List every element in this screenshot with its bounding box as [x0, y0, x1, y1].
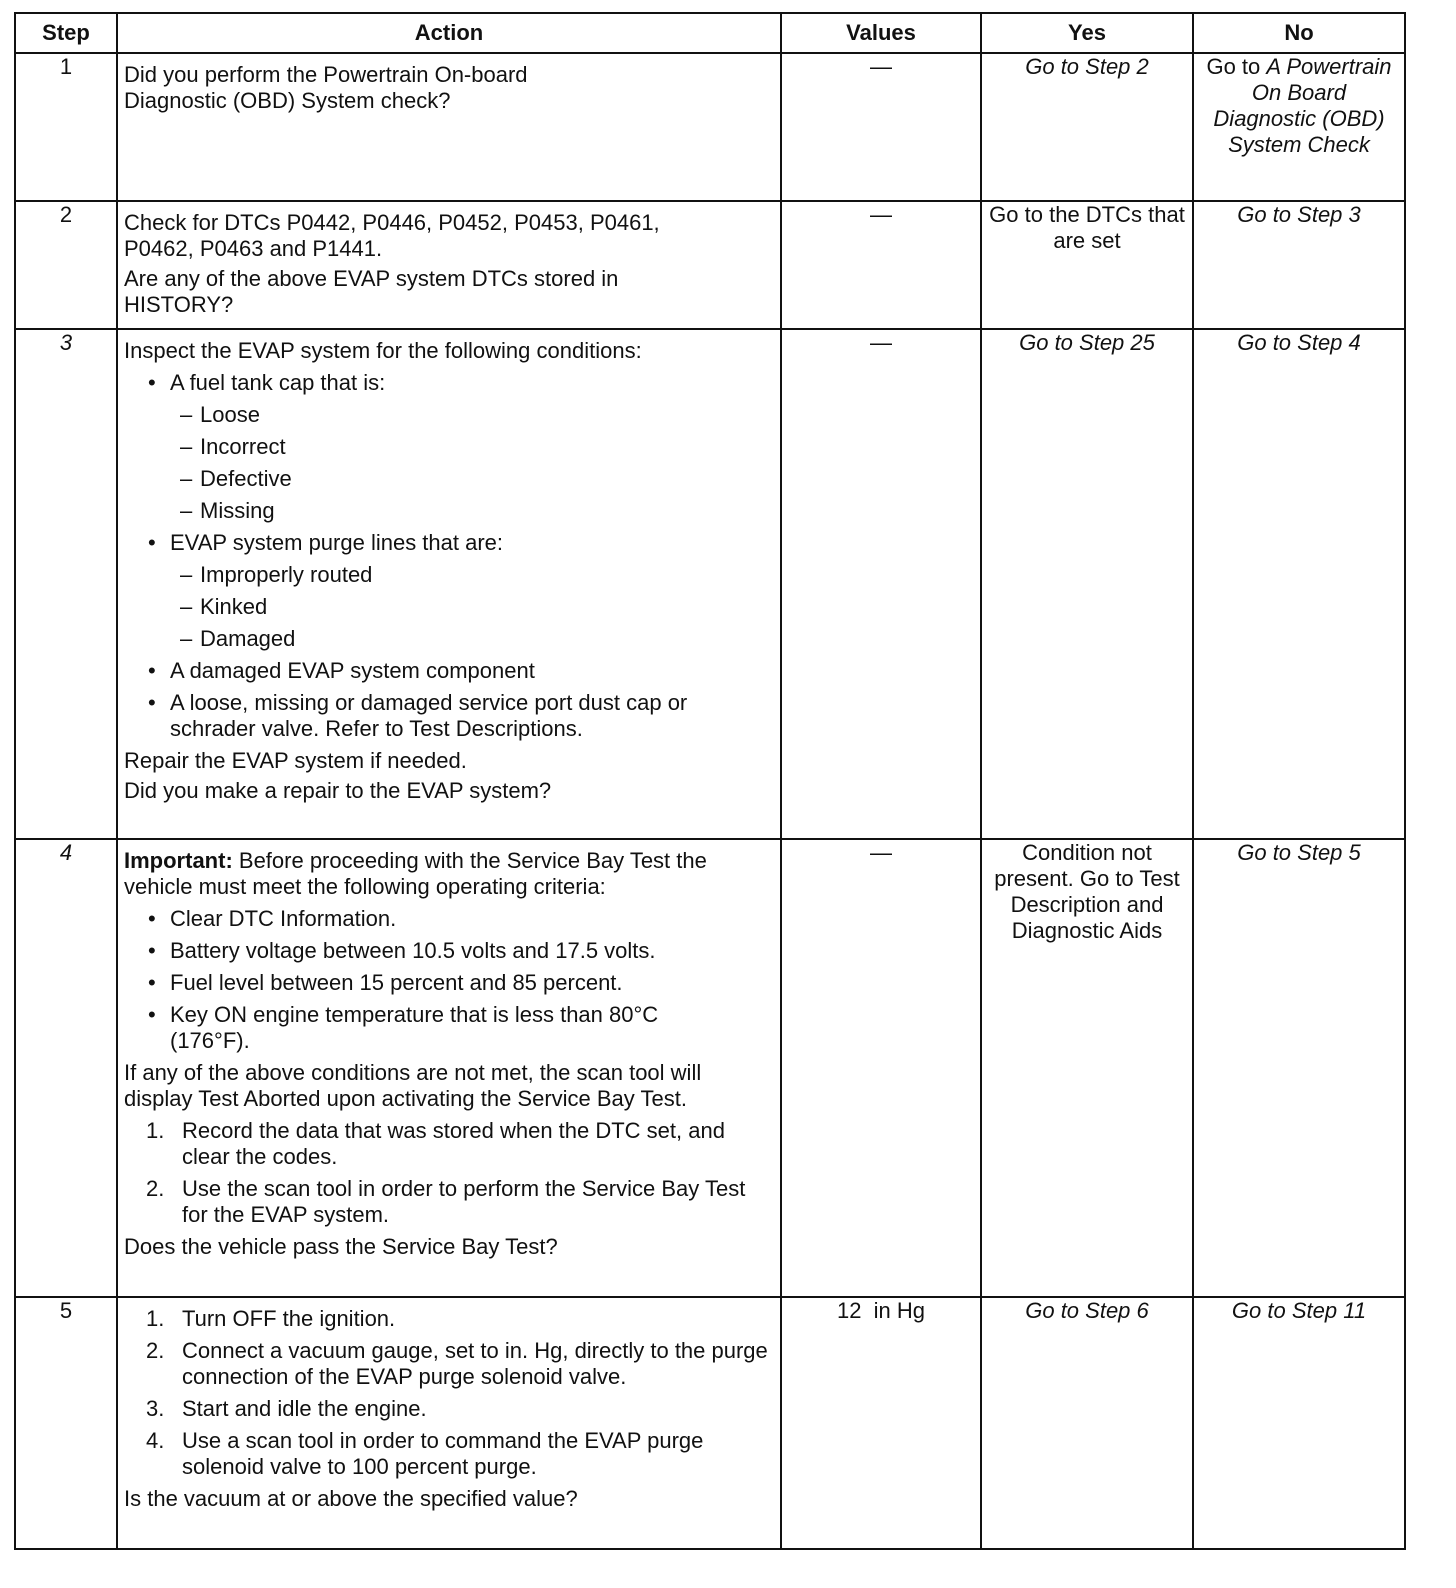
action-cell: [117, 201, 781, 329]
no-cell: Go to Step 5: [1193, 839, 1405, 1297]
header-yes: Yes: [981, 13, 1193, 53]
yes-cell: Go to Step 6: [981, 1297, 1193, 1549]
item-text: Start and idle the engine.: [182, 1396, 427, 1421]
list-item: • A damaged EVAP system component: [148, 658, 774, 684]
header-step: Step: [15, 13, 117, 53]
table-row: [15, 839, 1405, 1297]
item-number: 1.: [146, 1118, 165, 1143]
important-text: Before proceeding with the Service Bay Test the vehicle must meet the following operating criteria:: [124, 848, 707, 899]
list-item: – Incorrect: [180, 434, 774, 460]
list-item: – Kinked: [180, 594, 774, 620]
list-item: – Improperly routed: [180, 562, 774, 588]
numbered-item: [146, 1306, 774, 1332]
action-intro: Inspect the EVAP system for the following conditions:: [124, 338, 642, 363]
step-number: 3: [15, 329, 117, 839]
header-action: Action: [117, 13, 781, 53]
step-number: 4: [15, 839, 117, 1297]
item-text: Connect a vacuum gauge, set to in. Hg, directly to the purge connection of the EVAP purge solenoid valve.: [182, 1338, 768, 1389]
values-cell: 12 in Hg: [781, 1297, 981, 1549]
list-item: – Loose: [180, 402, 774, 428]
action-question: Is the vacuum at or above the specified value?: [124, 1486, 578, 1511]
action-cell: [117, 53, 781, 201]
header-row: [15, 13, 1405, 53]
no-cell: Go to Step 3: [1193, 201, 1405, 329]
list-item: – Missing: [180, 498, 774, 524]
numbered-item: [146, 1176, 774, 1228]
list-item: • Battery voltage between 10.5 volts and 17.5 volts.: [148, 938, 774, 964]
list-item: – Defective: [180, 466, 774, 492]
no-cell: Go to Step 11: [1193, 1297, 1405, 1549]
table-row: [15, 329, 1405, 839]
important-label: Important:: [124, 848, 233, 873]
values-cell: —: [781, 53, 981, 201]
action-text: Repair the EVAP system if needed.: [124, 748, 467, 773]
numbered-item: [146, 1118, 774, 1170]
action-question: Did you make a repair to the EVAP system?: [124, 778, 552, 803]
item-number: 1.: [146, 1306, 165, 1331]
no-link-text: A Powertrain On Board Diagnostic (OBD) System Check: [1213, 54, 1392, 157]
list-item: • A fuel tank cap that is:: [148, 370, 774, 396]
numbered-item: [146, 1428, 774, 1480]
action-cell: [117, 1297, 781, 1549]
table-row: [15, 1297, 1405, 1549]
action-question: Does the vehicle pass the Service Bay Test?: [124, 1234, 558, 1259]
action-cell: [117, 329, 781, 839]
table-row: [15, 53, 1405, 201]
values-cell: —: [781, 201, 981, 329]
action-question: Are any of the above EVAP system DTCs stored in HISTORY?: [124, 266, 619, 317]
item-text: Use the scan tool in order to perform the Service Bay Test for the EVAP system.: [182, 1176, 746, 1227]
list-item: • Key ON engine temperature that is less than 80°C (176°F).: [148, 1002, 774, 1054]
action-cell: [117, 839, 781, 1297]
no-prefix: Go to: [1206, 54, 1261, 79]
yes-cell: Go to Step 2: [981, 53, 1193, 201]
diagnostic-table: [14, 12, 1406, 1550]
important-note: [124, 848, 774, 900]
item-text: Turn OFF the ignition.: [182, 1306, 396, 1331]
action-text: Did you perform the Powertrain On-board Diagnostic (OBD) System check?: [124, 62, 528, 113]
item-number: 3.: [146, 1396, 165, 1421]
item-number: 4.: [146, 1428, 165, 1453]
yes-cell: Condition not present. Go to Test Description and Diagnostic Aids: [981, 839, 1193, 1297]
yes-cell: Go to Step 25: [981, 329, 1193, 839]
list-item: • Clear DTC Information.: [148, 906, 774, 932]
list-item: • A loose, missing or damaged service port dust cap or schrader valve. Refer to Test Descriptions.: [148, 690, 774, 742]
item-number: 2.: [146, 1176, 165, 1201]
action-text: Check for DTCs P0442, P0446, P0452, P0453, P0461, P0462, P0463 and P1441.: [124, 210, 660, 261]
step-number: 5: [15, 1297, 117, 1549]
values-cell: —: [781, 839, 981, 1297]
list-item: – Damaged: [180, 626, 774, 652]
values-cell: —: [781, 329, 981, 839]
list-item: • Fuel level between 15 percent and 85 percent.: [148, 970, 774, 996]
action-text: If any of the above conditions are not met, the scan tool will display Test Aborted upon activating the Service Bay Test.: [124, 1060, 702, 1111]
no-cell: [1193, 53, 1405, 201]
no-cell: Go to Step 4: [1193, 329, 1405, 839]
list-item: • EVAP system purge lines that are:: [148, 530, 774, 556]
table-row: [15, 201, 1405, 329]
numbered-item: [146, 1396, 774, 1422]
header-no: No: [1193, 13, 1405, 53]
numbered-item: [146, 1338, 774, 1390]
item-text: Use a scan tool in order to command the EVAP purge solenoid valve to 100 percent purge.: [182, 1428, 704, 1479]
item-text: Record the data that was stored when the DTC set, and clear the codes.: [182, 1118, 725, 1169]
yes-cell: Go to the DTCs that are set: [981, 201, 1193, 329]
step-number: 1: [15, 53, 117, 201]
header-values: Values: [781, 13, 981, 53]
item-number: 2.: [146, 1338, 165, 1363]
step-number: 2: [15, 201, 117, 329]
